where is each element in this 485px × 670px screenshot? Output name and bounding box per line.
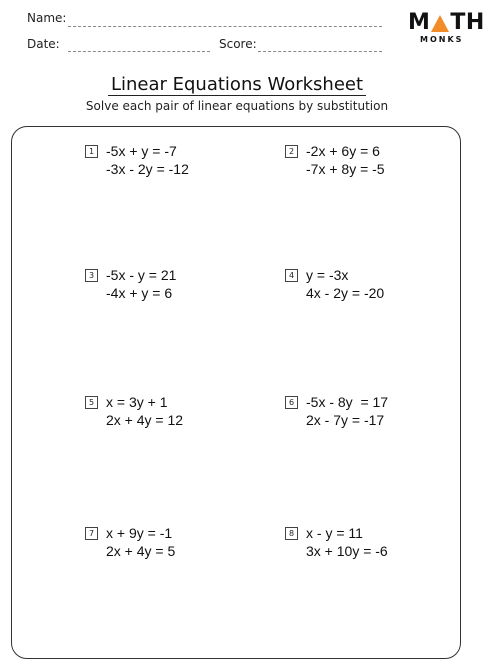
page-title: Linear Equations Worksheet (110, 74, 364, 95)
equation-1: x + 9y = -1 (106, 525, 173, 541)
problem-number: 3 (85, 269, 98, 282)
equation-1: -5x - 8y = 17 (306, 394, 389, 410)
equation-1: x = 3y + 1 (106, 394, 168, 410)
name-field[interactable] (68, 26, 382, 27)
problem-number: 7 (85, 527, 98, 540)
equation-2: 4x - 2y = -20 (306, 285, 385, 301)
equation-1: -2x + 6y = 6 (306, 143, 380, 159)
equation-2: -7x + 8y = -5 (306, 161, 385, 177)
problem-number: 8 (285, 527, 298, 540)
instructions: Solve each pair of linear equations by substitution (85, 99, 389, 113)
math-monks-logo (408, 10, 485, 44)
equation-2: -3x - 2y = -12 (106, 161, 189, 177)
equation-1: y = -3x (306, 267, 349, 283)
date-field[interactable] (68, 51, 210, 52)
equation-2: -4x + y = 6 (106, 285, 173, 301)
problem-number: 4 (285, 269, 298, 282)
date-label: Date: (27, 37, 60, 51)
problem-number: 6 (285, 396, 298, 409)
problem-number: 5 (85, 396, 98, 409)
equation-1: -5x + y = -7 (106, 143, 177, 159)
logo-letters-th: TH (450, 10, 485, 35)
equation-2: 2x - 7y = -17 (306, 412, 385, 428)
problem-number: 2 (285, 145, 298, 158)
logo-letter-m: M (408, 10, 431, 35)
equation-2: 2x + 4y = 5 (106, 543, 176, 559)
title-underline (108, 95, 366, 96)
score-label: Score: (219, 37, 257, 51)
equation-1: x - y = 11 (306, 525, 363, 541)
score-field[interactable] (258, 51, 382, 52)
problem-number: 1 (85, 145, 98, 158)
logo-triangle-icon (431, 15, 449, 32)
logo-subtitle: MONKS (420, 35, 464, 44)
equation-2: 2x + 4y = 12 (106, 412, 184, 428)
equation-1: -5x - y = 21 (106, 267, 177, 283)
equation-2: 3x + 10y = -6 (306, 543, 388, 559)
problems-frame (11, 126, 461, 659)
name-label: Name: (27, 11, 67, 25)
